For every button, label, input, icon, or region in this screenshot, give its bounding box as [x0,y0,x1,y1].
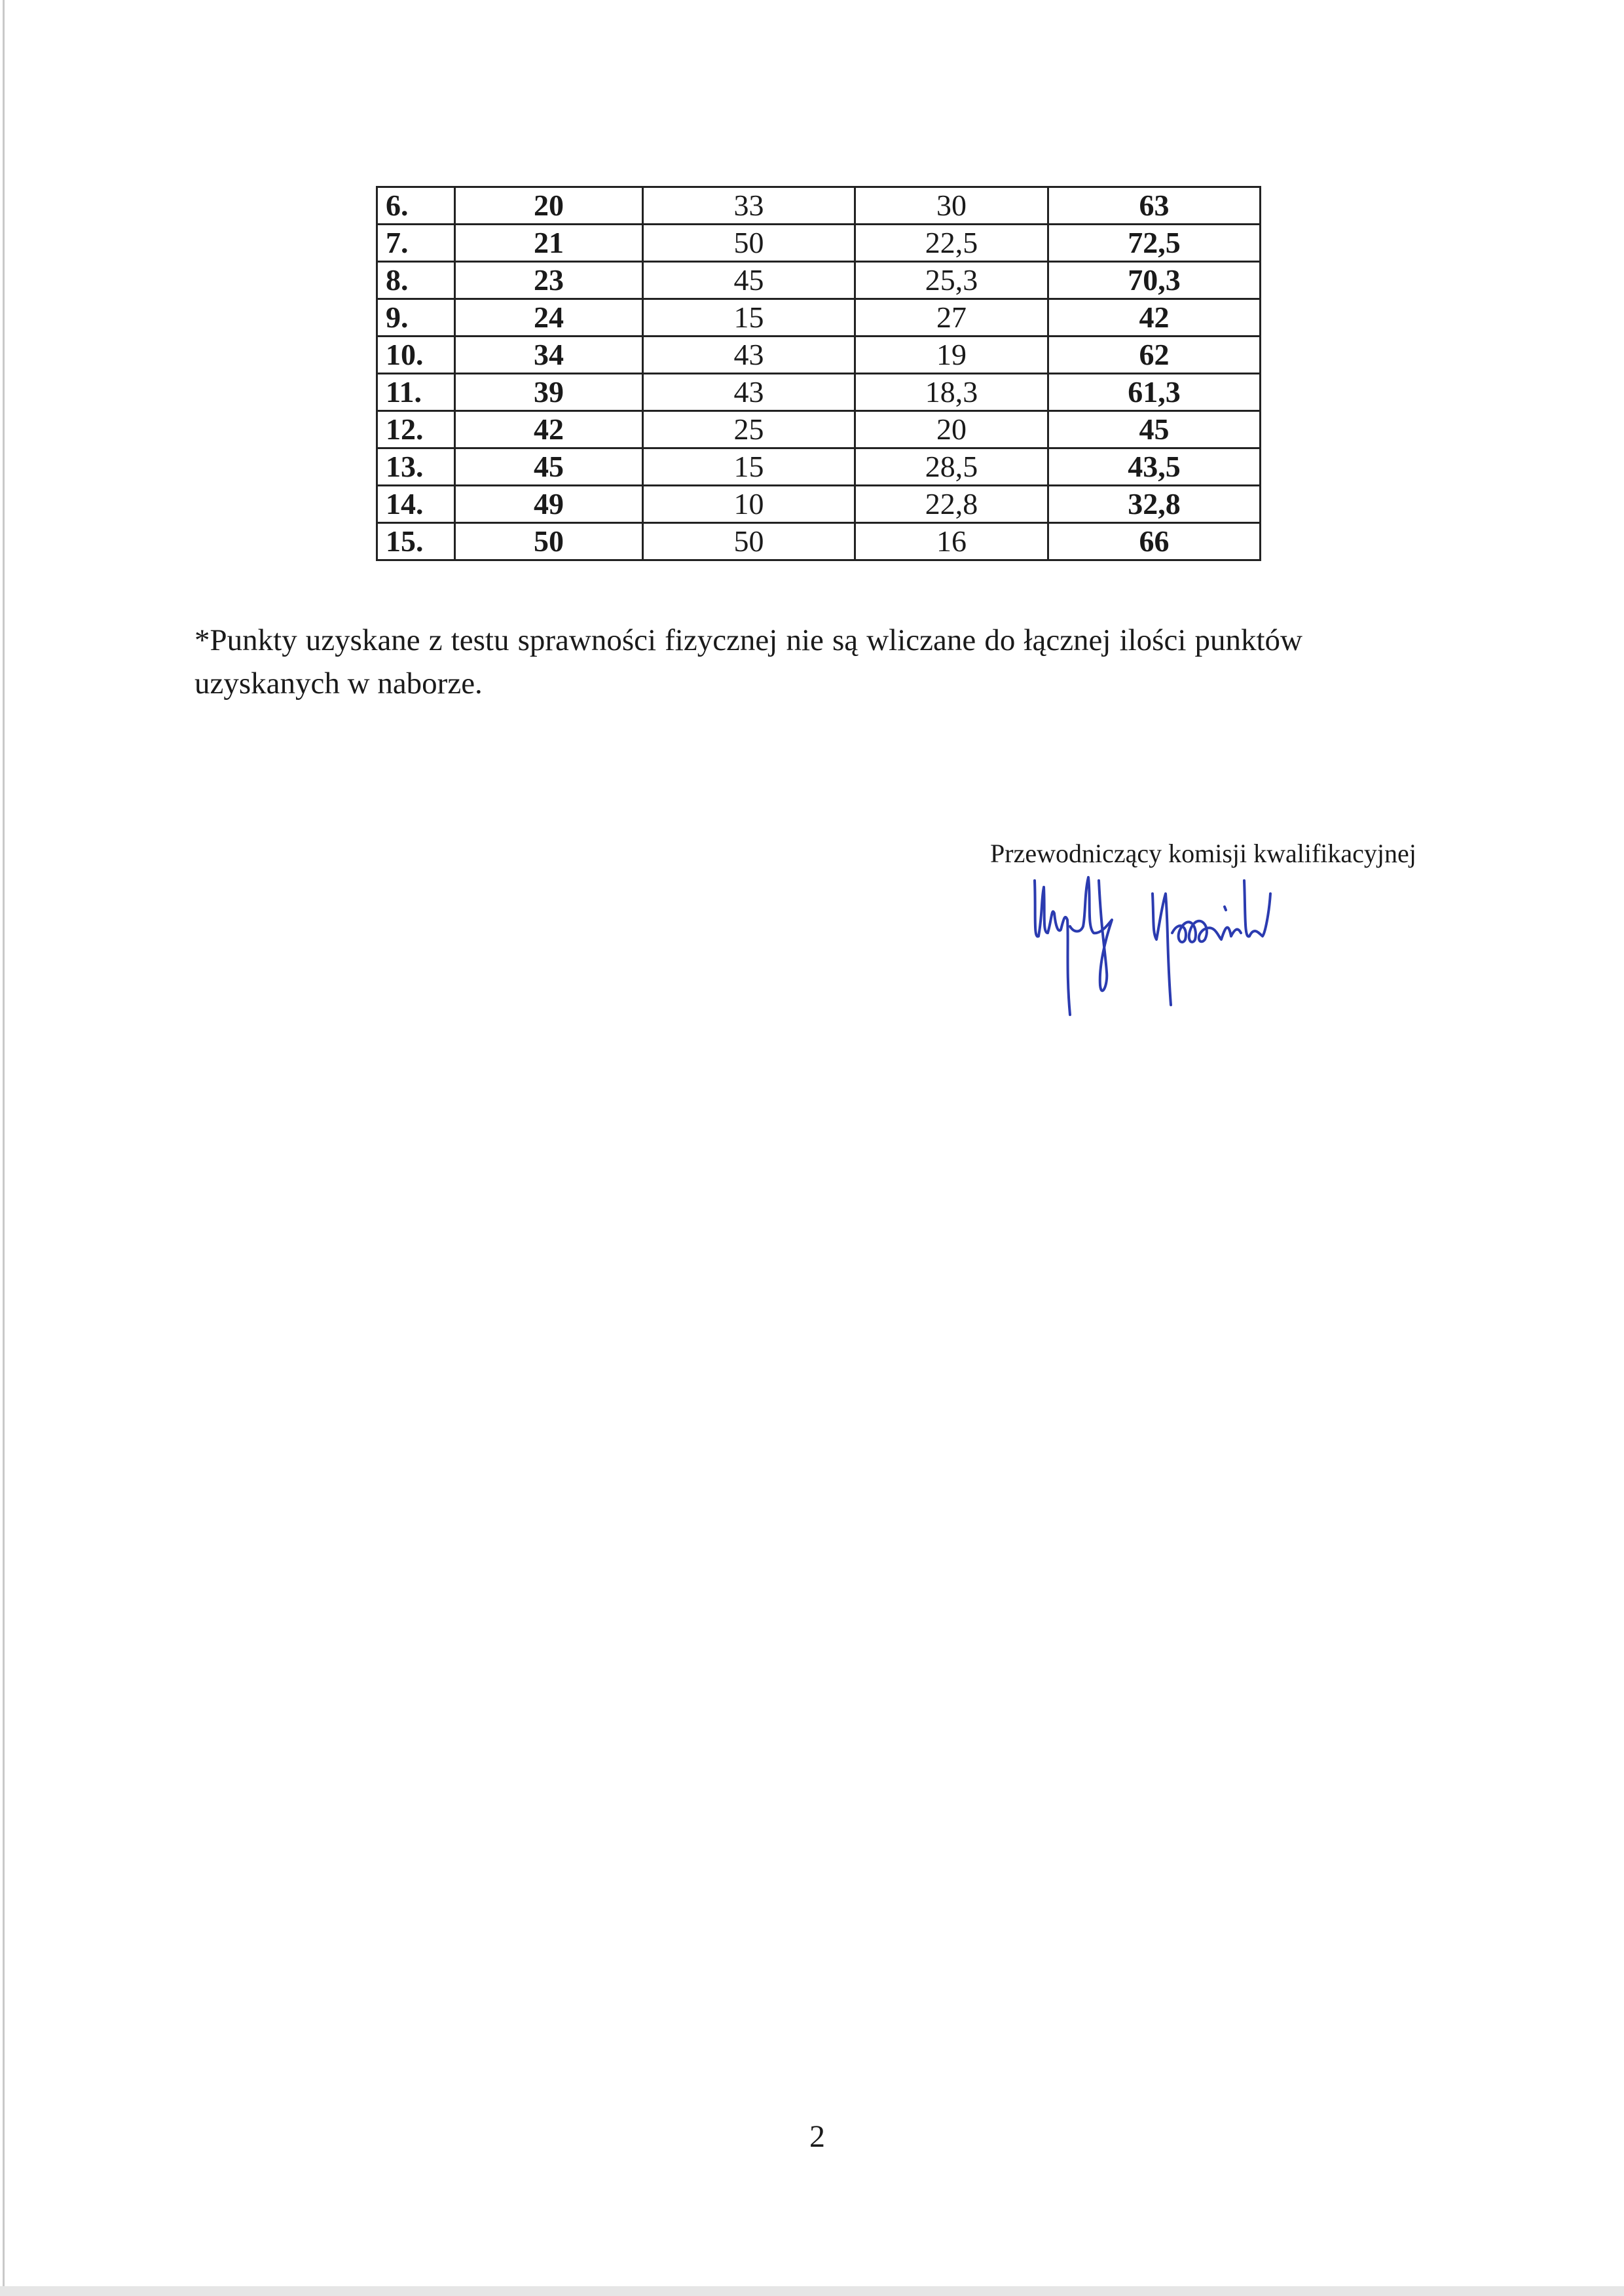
table-cell: 45 [643,262,855,299]
table-cell: 10 [643,486,855,523]
table-row [377,411,1261,448]
table-row [377,486,1261,523]
results-table [376,186,1261,561]
table-row [377,374,1261,411]
table-row [377,448,1261,486]
table-row [377,187,1261,225]
table-cell: 15 [643,299,855,337]
table-cell: 50 [455,523,643,560]
table-cell: 9. [377,299,455,337]
table-cell: 28,5 [855,448,1048,486]
table-cell: 72,5 [1048,225,1261,262]
table-cell: 16 [855,523,1048,560]
table-cell: 45 [455,448,643,486]
table-cell: 42 [1048,299,1261,337]
scan-edge-left [3,0,5,2296]
table-cell: 20 [855,411,1048,448]
table-cell: 50 [643,225,855,262]
table-row [377,337,1261,374]
table-cell: 8. [377,262,455,299]
table-cell: 11. [377,374,455,411]
table-cell: 66 [1048,523,1261,560]
chairman-title: Przewodniczący komisji kwalifikacyjnej [990,839,1416,868]
table-cell: 24 [455,299,643,337]
table-cell: 43 [643,337,855,374]
table-cell: 18,3 [855,374,1048,411]
table-cell: 33 [643,187,855,225]
table-cell: 63 [1048,187,1261,225]
table-cell: 25 [643,411,855,448]
table-cell: 15. [377,523,455,560]
table-cell: 19 [855,337,1048,374]
table-cell: 23 [455,262,643,299]
table-cell: 34 [455,337,643,374]
table-row [377,262,1261,299]
table-cell: 62 [1048,337,1261,374]
table-cell: 30 [855,187,1048,225]
table-cell: 14. [377,486,455,523]
table-cell: 21 [455,225,643,262]
table-cell: 43,5 [1048,448,1261,486]
table-cell: 43 [643,374,855,411]
scan-edge-bottom [0,2286,1624,2296]
page-number: 2 [809,2119,825,2154]
table-row [377,299,1261,337]
table-cell: 70,3 [1048,262,1261,299]
table-cell: 13. [377,448,455,486]
table-cell: 45 [1048,411,1261,448]
table-cell: 12. [377,411,455,448]
footnote: *Punkty uzyskane z testu sprawności fizycznej nie są wliczane do łącznej ilości punktów uzyskanych w naborze. [194,623,1302,701]
table-cell: 15 [643,448,855,486]
table-cell: 42 [455,411,643,448]
table-cell: 49 [455,486,643,523]
table-row [377,225,1261,262]
handwritten-signature [1028,874,1369,1031]
table-cell: 7. [377,225,455,262]
table-cell: 22,8 [855,486,1048,523]
table-cell: 6. [377,187,455,225]
table-cell: 50 [643,523,855,560]
table-cell: 20 [455,187,643,225]
table-cell: 61,3 [1048,374,1261,411]
table-cell: 10. [377,337,455,374]
table-cell: 27 [855,299,1048,337]
table-cell: 32,8 [1048,486,1261,523]
table-cell: 25,3 [855,262,1048,299]
table-row [377,523,1261,560]
table-cell: 22,5 [855,225,1048,262]
table-cell: 39 [455,374,643,411]
